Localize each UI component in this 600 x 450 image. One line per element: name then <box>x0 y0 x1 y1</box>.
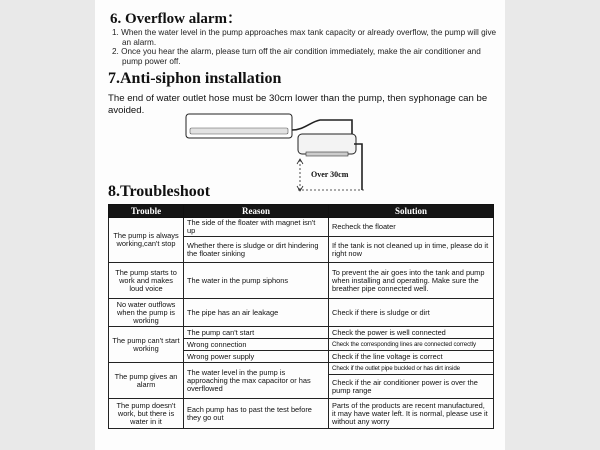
trouble-cell: The pump is always working,can't stop <box>109 218 184 263</box>
solution-cell: To prevent the air goes into the tank and pump when installing and operating. Make sure the breather pipe connected well. <box>329 263 494 299</box>
table-row <box>109 299 494 327</box>
reason-cell: The water level in the pump is approaching the max capacitor or has overflowed <box>184 363 329 399</box>
reason-cell: The pump can't start <box>184 327 329 339</box>
trouble-cell: The pump starts to work and makes loud voice <box>109 263 184 299</box>
solution-cell: Check if there is sludge or dirt <box>329 299 494 327</box>
reason-cell: Wrong power supply <box>184 351 329 363</box>
overflow-alarm-list <box>112 28 497 66</box>
solution-cell: If the tank is not cleaned up in time, please do it right now <box>329 237 494 263</box>
solution-cell: Check if the outlet pipe buckled or has dirt inside <box>329 363 494 375</box>
anti-siphon-text: The end of water outlet hose must be 30cm lower than the pump, then syphonage can be avoided. <box>108 93 488 116</box>
reason-cell: The pipe has an air leakage <box>184 299 329 327</box>
reason-cell: Whether there is sludge or dirt hindering the floater sinking <box>184 237 329 263</box>
troubleshoot-title: 8.Troubleshoot <box>108 183 211 200</box>
reason-cell: The water in the pump siphons <box>184 263 329 299</box>
reason-cell: Wrong connection <box>184 339 329 351</box>
solution-cell: Check the power is well connected <box>329 327 494 339</box>
header-solution: Solution <box>329 205 494 218</box>
pump-icon <box>298 134 356 156</box>
solution-cell: Check the corresponding lines are connected correctly <box>329 339 494 351</box>
overflow-item-2: 2. Once you hear the alarm, please turn off the air condition immediately, make the air conditioner and pump power off. <box>112 47 481 66</box>
solution-cell: Parts of the products are recent manufactured, it may have water left. It is normal, please use it without any worry <box>329 399 494 429</box>
reason-cell: The side of the floater with magnet isn't up <box>184 218 329 237</box>
trouble-cell: The pump can't start working <box>109 327 184 363</box>
overflow-alarm-title: 6. Overflow alarm： <box>110 11 243 27</box>
solution-cell: Recheck the floater <box>329 218 494 237</box>
trouble-cell: The pump doesn't work, but there is water in it <box>109 399 184 429</box>
solution-cell: Check if the air conditioner power is over the pump range <box>329 375 494 399</box>
table-row <box>109 327 494 339</box>
solution-cell: Check if the line voltage is correct <box>329 351 494 363</box>
reason-cell: Each pump has to past the test before they go out <box>184 399 329 429</box>
header-reason: Reason <box>184 205 329 218</box>
table-row <box>109 218 494 237</box>
table-row <box>109 263 494 299</box>
anti-siphon-title: 7.Anti-siphon installation <box>108 70 282 87</box>
overflow-item-1: 1. When the water level in the pump approaches max tank capacity or already overflow, the pump will give an alarm. <box>112 28 497 47</box>
air-conditioner-icon <box>186 114 292 138</box>
table-header-row <box>109 205 494 218</box>
trouble-cell: The pump gives an alarm <box>109 363 184 399</box>
table-row <box>109 363 494 375</box>
troubleshoot-table <box>108 204 494 429</box>
trouble-cell: No water outflows when the pump is working <box>109 299 184 327</box>
table-row <box>109 399 494 429</box>
header-trouble: Trouble <box>109 205 184 218</box>
distance-label: Over 30cm <box>311 170 349 179</box>
